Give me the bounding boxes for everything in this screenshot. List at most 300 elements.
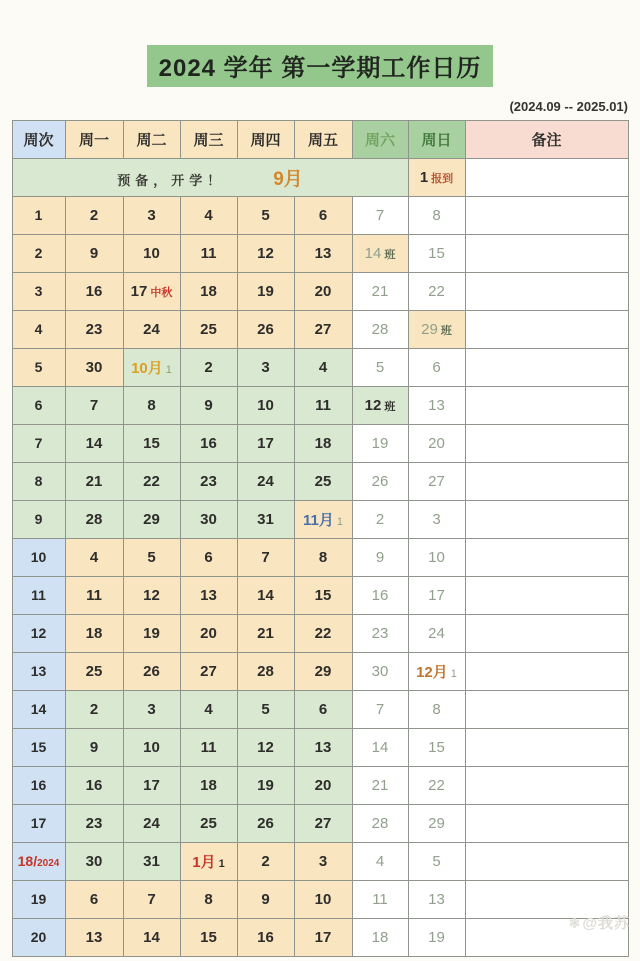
day-cell <box>65 349 123 387</box>
day-cell <box>237 463 294 501</box>
day-number: 21 <box>371 282 389 300</box>
day-number: 10 <box>314 890 332 908</box>
day-cell <box>408 539 465 577</box>
day-number: 21 <box>257 624 274 642</box>
day-number: 6 <box>318 700 328 718</box>
day-cell <box>123 311 180 349</box>
day-cell <box>352 311 408 349</box>
day-number: 16 <box>200 434 217 452</box>
day-number: 16 <box>85 282 103 300</box>
day-tag: 班 <box>384 400 396 413</box>
day-cell <box>65 729 123 767</box>
day-number: 15 <box>30 738 47 755</box>
header-cell-6: 周六 <box>352 121 408 159</box>
remark-cell <box>465 805 628 843</box>
day-number: 14 <box>371 738 389 756</box>
day-cell <box>65 387 123 425</box>
day-number: 10 <box>143 244 160 262</box>
day-number: 9 <box>89 244 99 262</box>
day-cell <box>294 729 352 767</box>
day-number: 5 <box>261 206 270 224</box>
day-number: 17 <box>143 776 160 794</box>
day-cell <box>180 539 237 577</box>
day-number: 2 <box>34 244 43 261</box>
day-number: 3 <box>147 206 156 224</box>
day-number: 5 <box>34 358 43 375</box>
day-number: 8 <box>34 472 43 489</box>
day-number: 3 <box>261 358 270 376</box>
day-cell <box>180 691 237 729</box>
day-cell <box>237 577 294 615</box>
day-number: 14 <box>30 700 47 717</box>
day-cell <box>408 425 465 463</box>
day-number: 5 <box>261 700 270 718</box>
day-cell <box>408 729 465 767</box>
day-number: 8 <box>432 700 441 718</box>
day-number: 4 <box>375 852 385 870</box>
day-cell <box>65 615 123 653</box>
day-number: 9 <box>375 548 385 566</box>
day-number: 25 <box>314 472 332 490</box>
day-number: 21 <box>371 776 389 794</box>
day-number: 13 <box>30 662 47 679</box>
week-cell <box>12 653 65 691</box>
day-number: 12月 <box>416 664 448 681</box>
day-cell <box>352 767 408 805</box>
title-wrap <box>0 0 640 87</box>
day-cell <box>352 653 408 691</box>
calendar-body <box>12 159 628 957</box>
day-cell <box>352 425 408 463</box>
day-cell <box>123 235 180 273</box>
day-number: 24 <box>257 472 274 490</box>
day-number: 24 <box>428 624 445 642</box>
day-number: 13 <box>85 928 103 946</box>
day-cell <box>237 615 294 653</box>
day-cell <box>294 349 352 387</box>
day-number: 10 <box>30 548 47 565</box>
day-cell <box>408 691 465 729</box>
week-cell <box>12 311 65 349</box>
day-cell <box>180 501 237 539</box>
day-number: 16 <box>371 586 389 604</box>
day-cell <box>65 577 123 615</box>
day-number: 31 <box>257 510 274 528</box>
day-cell <box>180 767 237 805</box>
day-cell <box>237 653 294 691</box>
day-number: 7 <box>34 434 43 451</box>
day-number: 18 <box>85 624 103 642</box>
day-number: 24 <box>143 814 160 832</box>
day-cell <box>352 273 408 311</box>
remark-cell <box>465 501 628 539</box>
day-number: 30 <box>85 852 103 870</box>
day-cell <box>408 653 465 691</box>
header-cell-1: 周一 <box>65 121 123 159</box>
day-number: 7 <box>375 700 385 718</box>
day-number: 18 <box>314 434 332 452</box>
header-cell-7: 周日 <box>408 121 465 159</box>
day-number: 28 <box>371 814 389 832</box>
remark-cell <box>465 235 628 273</box>
day-cell <box>65 273 123 311</box>
day-number: 23 <box>371 624 389 642</box>
day-cell <box>294 463 352 501</box>
day-cell <box>180 197 237 235</box>
day-number: 9 <box>89 738 99 756</box>
day-cell <box>65 539 123 577</box>
remark-cell <box>465 387 628 425</box>
day-cell <box>65 235 123 273</box>
day-cell <box>352 615 408 653</box>
week-row <box>12 919 628 957</box>
day-number: 9 <box>261 890 270 908</box>
day-number: 15 <box>428 738 445 756</box>
week-cell <box>12 767 65 805</box>
day-number: 8 <box>432 206 441 224</box>
day-number: 25 <box>85 662 103 680</box>
remark-cell <box>465 311 628 349</box>
day-cell <box>237 843 294 881</box>
day-number: 10 <box>428 548 445 566</box>
day-number: 14 <box>257 586 274 604</box>
day-number: 12 <box>143 586 160 604</box>
day-cell <box>408 881 465 919</box>
day-number: 7 <box>89 396 99 414</box>
day-number: 11 <box>200 738 217 756</box>
day-number: 2 <box>89 206 99 224</box>
day-number: 19 <box>371 434 389 452</box>
day-cell <box>294 919 352 957</box>
day-number: 26 <box>143 662 160 680</box>
day-number: 20 <box>428 434 445 452</box>
day-number: 16 <box>257 928 274 946</box>
day-cell <box>65 919 123 957</box>
header-cell-3: 周三 <box>180 121 237 159</box>
day-number: 22 <box>143 472 160 490</box>
page-title: 2024 学年 第一学期工作日历 <box>147 45 494 87</box>
day-cell <box>408 311 465 349</box>
day-number: 26 <box>371 472 389 490</box>
day-number: 3 <box>34 282 43 299</box>
day-cell <box>352 463 408 501</box>
day-cell <box>408 577 465 615</box>
day-cell <box>294 273 352 311</box>
day-number: 28 <box>85 510 103 528</box>
day-number: 4 <box>89 548 99 566</box>
day-number: 11月 <box>303 512 334 529</box>
day-number: 5 <box>147 548 156 566</box>
day-cell <box>237 311 294 349</box>
day-number: 30 <box>371 662 389 680</box>
day-number: 27 <box>314 320 332 338</box>
day-cell <box>294 653 352 691</box>
day-cell <box>123 577 180 615</box>
remark-cell <box>465 653 628 691</box>
day-tag: 班 <box>440 324 452 337</box>
day-cell <box>180 919 237 957</box>
day-cell <box>65 653 123 691</box>
header-row <box>12 121 628 159</box>
week-cell <box>12 843 65 881</box>
day-number: 7 <box>261 548 270 566</box>
day-number: 1 <box>419 168 429 186</box>
week-row <box>12 653 628 691</box>
day-number: 12 <box>30 624 47 641</box>
day-cell <box>123 273 180 311</box>
day-cell <box>352 729 408 767</box>
date-range: (2024.09 -- 2025.01) <box>509 99 628 114</box>
day-number: 18 <box>200 776 217 794</box>
day-number: 19 <box>428 928 445 946</box>
week-cell <box>12 805 65 843</box>
day-cell <box>408 615 465 653</box>
day-cell <box>180 615 237 653</box>
day-number: 27 <box>200 662 217 680</box>
week-cell <box>12 349 65 387</box>
day-cell <box>408 349 465 387</box>
day-cell <box>294 197 352 235</box>
day-cell <box>294 615 352 653</box>
day-number: 3 <box>318 852 328 870</box>
day-cell <box>123 463 180 501</box>
header-cell-8: 备注 <box>465 121 628 159</box>
week-cell <box>12 577 65 615</box>
day-cell <box>237 235 294 273</box>
day-cell <box>65 501 123 539</box>
day-cell <box>294 843 352 881</box>
week-row <box>12 729 628 767</box>
week-cell <box>12 235 65 273</box>
header-cell-2: 周二 <box>123 121 180 159</box>
week-row <box>12 615 628 653</box>
week-cell <box>12 387 65 425</box>
day-tag: 1 <box>450 668 457 680</box>
header-cell-0: 周次 <box>12 121 65 159</box>
day-cell <box>180 881 237 919</box>
day-tag: 1 <box>218 858 225 870</box>
day-number: 10 <box>143 738 160 756</box>
day-cell <box>408 767 465 805</box>
week-cell <box>12 691 65 729</box>
remark-cell <box>465 539 628 577</box>
day-number: 27 <box>314 814 332 832</box>
day-cell <box>294 387 352 425</box>
watermark-text: @我苏 <box>582 915 630 932</box>
day-number: 11 <box>315 396 331 414</box>
week-row <box>12 463 628 501</box>
remark-cell <box>465 691 628 729</box>
day-number: 11 <box>372 890 388 908</box>
day-number: 20 <box>314 776 332 794</box>
day-cell <box>408 463 465 501</box>
day-cell <box>237 729 294 767</box>
day-cell <box>237 767 294 805</box>
remark-cell <box>465 197 628 235</box>
day-number: 10月 <box>131 360 163 377</box>
day-cell <box>237 273 294 311</box>
day-number: 9 <box>34 510 43 527</box>
remark-cell <box>465 577 628 615</box>
day-number: 2 <box>375 510 385 528</box>
day-cell <box>123 501 180 539</box>
day-number: 14 <box>85 434 103 452</box>
day-tag: 报到 <box>431 172 454 185</box>
day-number: 4 <box>318 358 328 376</box>
day-number: 6 <box>432 358 441 376</box>
day-cell <box>65 767 123 805</box>
week-row <box>12 539 628 577</box>
day-number: 29 <box>428 814 445 832</box>
day-cell <box>352 843 408 881</box>
day-tag: 2024 <box>37 857 60 869</box>
day-number: 13 <box>314 244 332 262</box>
day-number: 6 <box>318 206 328 224</box>
day-number: 13 <box>428 890 445 908</box>
day-cell <box>237 197 294 235</box>
day-number: 20 <box>314 282 332 300</box>
day-number: 23 <box>85 814 103 832</box>
day-cell <box>408 273 465 311</box>
day-number: 30 <box>85 358 103 376</box>
day-number: 23 <box>85 320 103 338</box>
day-cell <box>180 311 237 349</box>
day-number: 20 <box>30 928 47 945</box>
day-cell <box>180 653 237 691</box>
day-number: 6 <box>89 890 99 908</box>
day-cell <box>65 881 123 919</box>
day-cell <box>352 387 408 425</box>
day-cell <box>65 197 123 235</box>
week-row <box>12 197 628 235</box>
day-number: 1月 <box>192 854 216 871</box>
day-number: 15 <box>314 586 332 604</box>
day-number: 16 <box>85 776 103 794</box>
day-cell <box>408 919 465 957</box>
day-number: 12 <box>364 396 382 414</box>
day-cell <box>123 805 180 843</box>
day-cell <box>294 501 352 539</box>
day-tag: 1 <box>336 516 343 528</box>
week-row <box>12 387 628 425</box>
day-cell <box>180 387 237 425</box>
day-number: 13 <box>200 586 217 604</box>
day-number: 8 <box>318 548 328 566</box>
day-cell <box>294 805 352 843</box>
paw-icon: ❃ <box>568 915 582 931</box>
day-number: 4 <box>204 206 213 224</box>
day-cell <box>123 349 180 387</box>
day-number: 5 <box>375 358 385 376</box>
day-cell <box>352 501 408 539</box>
day-number: 12 <box>257 244 274 262</box>
day-cell <box>180 349 237 387</box>
day-number: 2 <box>261 852 270 870</box>
week-cell <box>12 425 65 463</box>
week-cell <box>12 463 65 501</box>
week-row <box>12 767 628 805</box>
remark-cell <box>465 615 628 653</box>
month-row <box>12 159 628 197</box>
day-cell <box>123 387 180 425</box>
day-number: 11 <box>31 586 46 603</box>
day-number: 17 <box>257 434 274 452</box>
week-cell <box>12 197 65 235</box>
day-number: 22 <box>428 776 445 794</box>
day-cell <box>352 805 408 843</box>
day-cell <box>352 919 408 957</box>
day-tag: 1 <box>165 364 172 376</box>
day-number: 18/ <box>17 852 38 869</box>
day-cell <box>352 577 408 615</box>
day-cell <box>352 235 408 273</box>
day-cell <box>294 311 352 349</box>
day-cell <box>180 273 237 311</box>
day-cell <box>123 539 180 577</box>
day-cell <box>180 729 237 767</box>
day-cell <box>180 235 237 273</box>
day-cell <box>237 805 294 843</box>
week-row <box>12 691 628 729</box>
day-cell <box>237 539 294 577</box>
day-number: 2 <box>89 700 99 718</box>
week-row <box>12 843 628 881</box>
day-cell <box>237 881 294 919</box>
day-number: 8 <box>147 396 156 414</box>
day-number: 8 <box>204 890 213 908</box>
month-banner-month: 9月 <box>273 169 303 190</box>
day-cell <box>65 463 123 501</box>
day-cell <box>180 843 237 881</box>
day-number: 27 <box>428 472 445 490</box>
week-cell <box>12 729 65 767</box>
week-cell <box>12 273 65 311</box>
day-number: 3 <box>147 700 156 718</box>
month-banner-label: 预备，开学！ <box>117 173 226 188</box>
day-number: 18 <box>371 928 389 946</box>
day-number: 4 <box>34 320 43 337</box>
day-number: 14 <box>143 928 160 946</box>
day-number: 6 <box>34 396 43 413</box>
week-row <box>12 349 628 387</box>
week-row <box>12 235 628 273</box>
day-number: 17 <box>428 586 445 604</box>
day-number: 25 <box>200 814 217 832</box>
day-number: 23 <box>200 472 217 490</box>
day-cell <box>123 425 180 463</box>
day-number: 29 <box>143 510 160 528</box>
day-cell <box>123 881 180 919</box>
day-cell <box>180 577 237 615</box>
day-number: 4 <box>204 700 213 718</box>
remark-cell <box>465 729 628 767</box>
day-cell <box>65 691 123 729</box>
day-cell <box>294 881 352 919</box>
day-tag: 班 <box>384 248 396 261</box>
day-cell <box>237 919 294 957</box>
day-cell <box>237 349 294 387</box>
day-number: 26 <box>257 814 274 832</box>
week-row <box>12 501 628 539</box>
day-cell <box>237 387 294 425</box>
day-number: 19 <box>143 624 160 642</box>
day-tag: 中秋 <box>150 286 173 299</box>
month-banner-cell <box>12 159 408 197</box>
day-number: 12 <box>257 738 274 756</box>
day-cell <box>123 615 180 653</box>
remark-cell <box>465 349 628 387</box>
day-cell <box>237 425 294 463</box>
